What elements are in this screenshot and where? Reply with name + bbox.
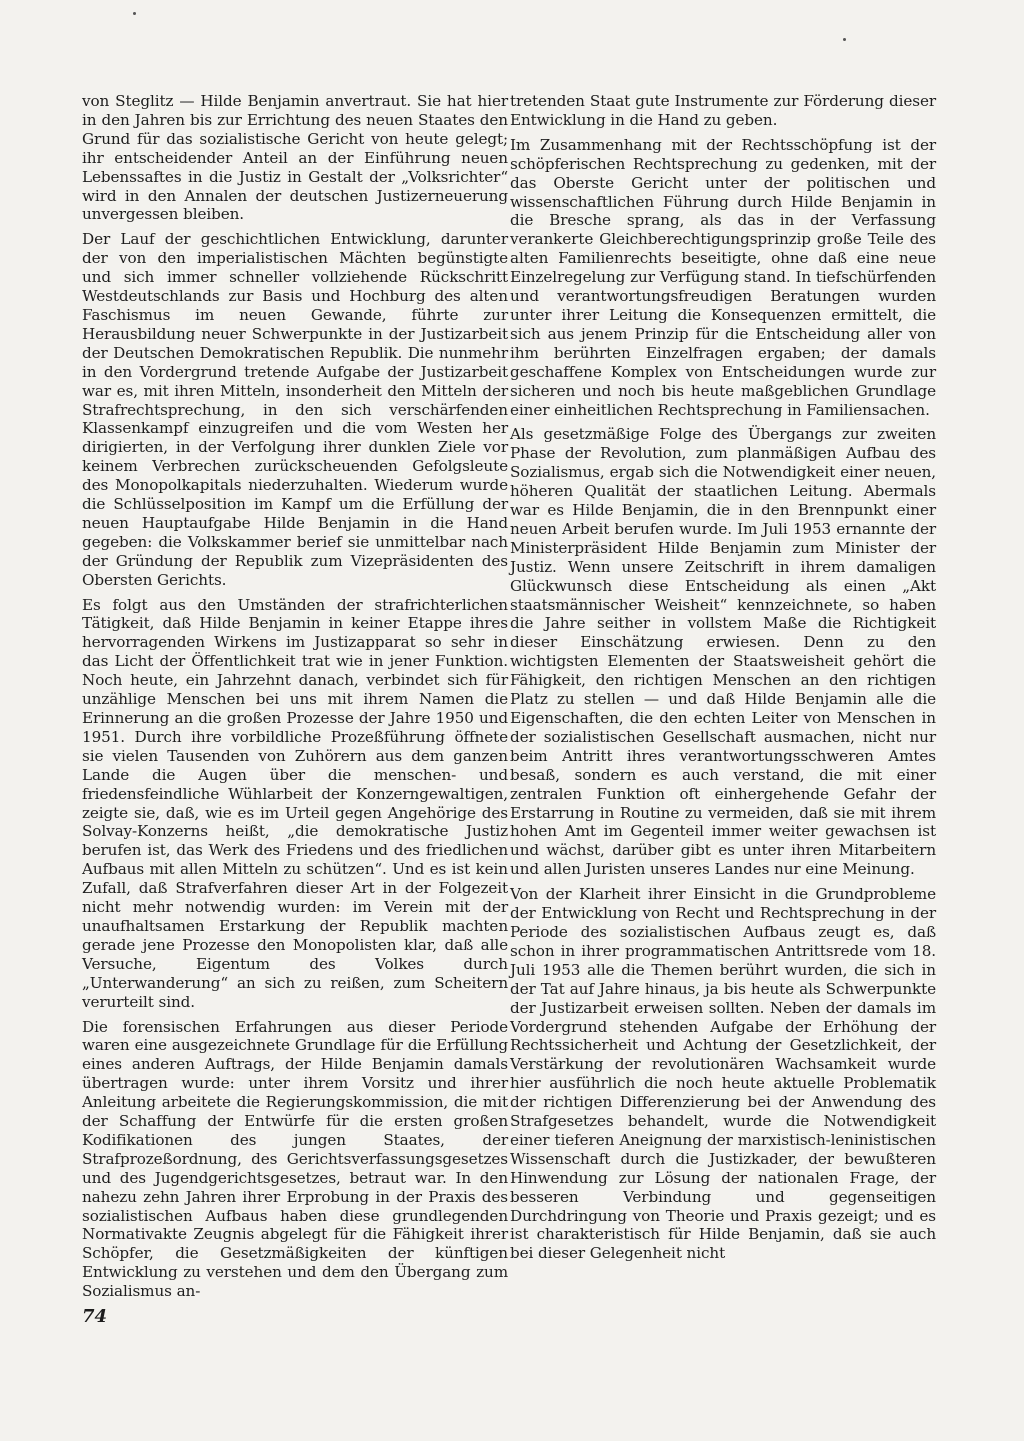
paragraph: Die forensischen Erfahrungen aus dieser Periode waren eine ausgezeichnete Grundlage für die Erfüllung eines anderen Auftrags, der Hilde Benjamin damals übertragen wurde: unter ihrem Vorsitz und ihrer Anleitung arbeitete die Regierungskommission, die mit der Schaffung der Entwürfe für die ersten großen Kodifikationen des jungen Staates, der Strafprozeßordnung, des Gerichtsverfassungsgesetzes und des Jugendgerichtsgesetzes, betraut war. In den nahezu zehn Jahren ihrer Erprobung in der Praxis des sozialistischen Aufbaus haben diese grundlegenden Normativakte Zeugnis abgelegt für die Fähigkeit ihrer Schöpfer, die Gesetzmäßigkeiten der künftigen Entwicklung zu verstehen und dem den Übergang zum Sozialismus an- bbox=[82, 1017, 508, 1301]
paragraph: Der Lauf der geschichtlichen Entwicklung, darunter der von den imperialistischen Mächten begünstigte und sich immer schneller vollziehende Rückschritt Westdeutschlands zur Basis und Hochburg des alten Faschismus im neuen Gewande, führte zur Herausbildung neuer Schwerpunkte in der Justizarbeit der Deutschen Demokratischen Republik. Die nunmehr in den Vordergrund tretende Aufgabe der Justizarbeit war es, mit ihren Mitteln, insonderheit den Mitteln der Strafrechtsprechung, in den sich verschärfenden Klassenkampf einzugreifen und die vom Westen her dirigierten, in der Verfolgung ihrer dunklen Ziele vor keinem Verbrechen zurückscheuenden Gefolgsleute des Monopolkapitals niederzuhalten. Wiederum wurde die Schlüsselposition im Kampf um die Erfüllung der neuen Hauptaufgabe Hilde Benjamin in die Hand gegeben: die Volkskammer berief sie unmittelbar nach der Gründung der Republik zum Vizepräsidenten des Obersten Gerichts. bbox=[82, 230, 508, 589]
paragraph: von Steglitz — Hilde Benjamin anvertraut. Sie hat hier in den Jahren bis zur Errichtung des neuen Staates den Grund für das sozialistische Gericht von heute gelegt; ihr entscheidender Anteil an der Einführung neuen Lebenssaftes in die Justiz in Gestalt der „Volksrichter“ wird in den Annalen der deutschen Justizerneuerung unvergessen bleiben. bbox=[82, 92, 508, 224]
page-number: 74 bbox=[82, 1306, 108, 1327]
left-column bbox=[82, 92, 508, 1307]
paragraph: Von der Klarheit ihrer Einsicht in die Grundprobleme der Entwicklung von Recht und Rechtsprechung in der Periode des sozialistischen Aufbaus zeugt es, daß schon in ihrer programmatischen Antrittsrede vom 18. Juli 1953 alle die Themen berührt wurden, die sich in der Tat auf Jahre hinaus, ja bis heute als Schwerpunkte der Justizarbeit erweisen sollten. Neben der damals im Vordergrund stehenden Aufgabe der Erhöhung der Rechtssicherheit und Achtung der Gesetzlichkeit, der Verstärkung der revolutionären Wachsamkeit wurde hier ausführlich die noch heute aktuelle Problematik der richtigen Differenzierung bei der Anwendung des Strafgesetzes behandelt, wurde die Notwendigkeit einer tieferen Aneignung der marxistisch-leninistischen Wissenschaft durch die Justizkader, der bewußteren Hinwendung zur Lösung der nationalen Frage, der besseren Verbindung und gegenseitigen Durchdringung von Theorie und Praxis gezeigt; und es ist charakteristisch für Hilde Benjamin, daß sie auch bei dieser Gelegenheit nicht bbox=[510, 885, 936, 1263]
scan-speck bbox=[843, 38, 846, 41]
paragraph: tretenden Staat gute Instrumente zur Förderung dieser Entwicklung in die Hand zu geben. bbox=[510, 92, 936, 129]
scan-speck bbox=[133, 12, 136, 15]
paragraph: Es folgt aus den Umständen der strafrichterlichen Tätigkeit, daß Hilde Benjamin in keiner Etappe ihres hervorragenden Wirkens im Justizapparat so sehr in das Licht der Öffentlichkeit trat wie in jener Funktion. Noch heute, ein Jahrzehnt danach, verbindet sich für unzählige Menschen bei uns mit ihrem Namen die Erinnerung an die großen Prozesse der Jahre 1950 und 1951. Durch ihre vorbildliche Prozeßführung öffnete sie vielen Tausenden von Zuhörern aus dem ganzen Lande die Augen über die menschen- und friedensfeindliche Wühlarbeit der Konzerngewaltigen, zeigte sie, daß, wie es im Urteil gegen Angehörige des Solvay-Konzerns heißt, „die demokratische Justiz berufen ist, das Werk des Friedens und des friedlichen Aufbaus mit allen Mitteln zu schützen“. Und es ist kein Zufall, daß Strafverfahren dieser Art in der Folgezeit nicht mehr notwendig wurden: im Verein mit der unaufhaltsamen Erstarkung der Republik machten gerade jene Prozesse den Monopolisten klar, daß alle Versuche, Eigentum des Volkes durch „Unterwanderung“ an sich zu reißen, zum Scheitern verurteilt sind. bbox=[82, 595, 508, 1011]
paragraph: Als gesetzmäßige Folge des Übergangs zur zweiten Phase der Revolution, zum planmäßigen Aufbau des Sozialismus, ergab sich die Notwendigkeit einer neuen, höheren Qualität der staatlichen Leitung. Abermals war es Hilde Benjamin, die in den Brennpunkt einer neuen Arbeit berufen wurde. Im Juli 1953 ernannte der Ministerpräsident Hilde Benjamin zum Minister der Justiz. Wenn unsere Zeitschrift in ihrem damaligen Glückwunsch diese Entscheidung als einen „Akt staatsmännischer Weisheit“ kennzeichnete, so haben die Jahre seither in vollstem Maße die Richtigkeit dieser Einschätzung erwiesen. Denn zu den wichtigsten Elementen der Staatsweisheit gehört die Fähigkeit, den richtigen Menschen an den richtigen Platz zu stellen — und daß Hilde Benjamin alle die Eigenschaften, die den echten Leiter von Menschen in der sozialistischen Gesellschaft ausmachen, nicht nur beim Antritt ihres verantwortungsschweren Amtes besaß, sondern es auch verstand, die mit einer zentralen Funktion oft einhergehende Gefahr der Erstarrung in Routine zu vermeiden, daß sie mit ihrem hohen Amt im Gegenteil immer weiter gewachsen ist und wächst, darüber gibt es unter ihren Mitarbeitern und allen Juristen unseres Landes nur eine Meinung. bbox=[510, 425, 936, 879]
right-column bbox=[510, 92, 936, 1269]
paragraph: Im Zusammenhang mit der Rechtsschöpfung ist der schöpferischen Rechtsprechung zu gedenken, mit der das Oberste Gericht unter der politischen und wissenschaftlichen Führung durch Hilde Benjamin in die Bresche sprang, als das in der Verfassung verankerte Gleichberechtigungsprinzip große Teile des alten Familienrechts beseitigte, ohne daß eine neue Einzelregelung zur Verfügung stand. In tiefschürfenden und verantwortungsfreudigen Beratungen wurden unter ihrer Leitung die Konsequenzen ermittelt, die sich aus jenem Prinzip für die Entscheidung aller von ihm berührten Einzelfragen ergaben; der damals geschaffene Komplex von Entscheidungen wurde zur sicheren und noch bis heute maßgeblichen Grundlage einer einheitlichen Rechtsprechung in Familiensachen. bbox=[510, 135, 936, 419]
